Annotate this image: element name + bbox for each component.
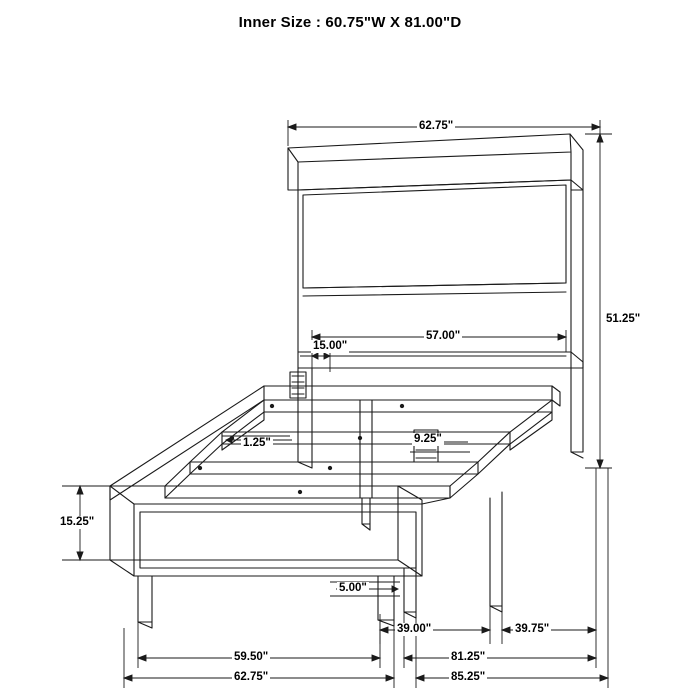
dimension-label-headboard-width: 62.75" [419,120,454,132]
dimension-label-depth-inner: 39.00" [397,623,432,635]
dimension-label-footboard-height: 15.25" [60,516,95,528]
dimension-label-length-inner: 59.50" [234,651,269,663]
dimension-label-length-overall: 85.25" [451,671,486,683]
dimension-label-slat-thickness: 1.25" [243,437,271,449]
dimension-label-length-side: 81.25" [451,651,486,663]
dimension-label-rail-clearance: 15.00" [313,340,348,352]
dimension-label-length-outer: 62.75" [234,671,269,683]
dimension-label-headboard-height: 51.25" [606,313,641,325]
dimension-label-headboard-panel-width: 57.00" [426,330,461,342]
dimension-label-leg-height: 5.00" [339,582,367,594]
dimension-label-depth-outer: 39.75" [515,623,550,635]
page-title: Inner Size : 60.75"W X 81.00"D [238,14,462,31]
dimension-label-slat-gap: 9.25" [414,433,442,445]
